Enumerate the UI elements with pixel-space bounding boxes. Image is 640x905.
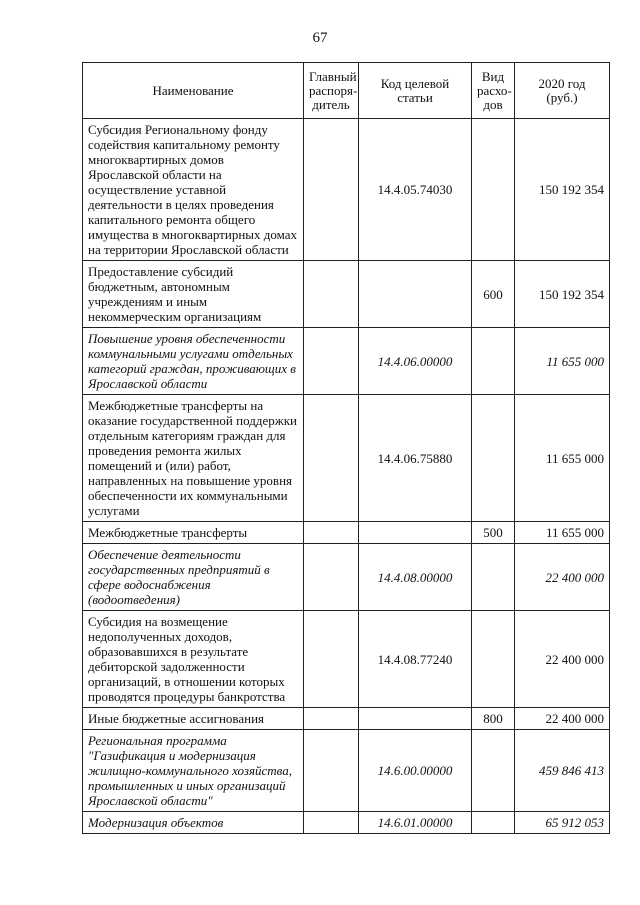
row-code-cell: 14.4.08.77240 bbox=[359, 611, 472, 708]
row-code-cell: 14.4.05.74030 bbox=[359, 119, 472, 261]
page-number: 67 bbox=[312, 30, 328, 46]
table-row bbox=[83, 261, 610, 328]
header-name: Наименование bbox=[83, 63, 304, 119]
row-code-cell: 14.4.08.00000 bbox=[359, 544, 472, 611]
row-amount-cell: 22 400 000 bbox=[515, 611, 610, 708]
row-admin-cell bbox=[304, 328, 359, 395]
row-type-cell bbox=[472, 812, 515, 834]
row-type-cell bbox=[472, 395, 515, 522]
row-type-cell bbox=[472, 611, 515, 708]
row-admin-cell bbox=[304, 119, 359, 261]
row-amount-cell: 459 846 413 bbox=[515, 730, 610, 812]
row-amount-cell: 150 192 354 bbox=[515, 119, 610, 261]
table-row bbox=[83, 522, 610, 544]
row-name-cell: Иные бюджетные ассигнования bbox=[83, 708, 304, 730]
row-type-cell bbox=[472, 730, 515, 812]
row-amount-cell: 65 912 053 bbox=[515, 812, 610, 834]
table-row bbox=[83, 730, 610, 812]
header-type: Вид расхо- дов bbox=[472, 63, 515, 119]
row-name-cell: Региональная программа "Газификация и модернизация жилищно-коммунального хозяйства, промышленных и иных организаций Ярославской области" bbox=[83, 730, 304, 812]
table-row bbox=[83, 611, 610, 708]
row-admin-cell bbox=[304, 544, 359, 611]
row-type-cell: 600 bbox=[472, 261, 515, 328]
table-row bbox=[83, 119, 610, 261]
table-row bbox=[83, 708, 610, 730]
row-code-cell: 14.6.01.00000 bbox=[359, 812, 472, 834]
row-type-cell: 800 bbox=[472, 708, 515, 730]
row-admin-cell bbox=[304, 261, 359, 328]
row-code-cell: 14.6.00.00000 bbox=[359, 730, 472, 812]
row-admin-cell bbox=[304, 730, 359, 812]
table-header-row bbox=[83, 63, 610, 119]
row-name-cell: Субсидия на возмещение недополученных доходов, образовавшихся в результате дебиторской задолженности организаций, в отношении которых проводятся процедуры банкротства bbox=[83, 611, 304, 708]
row-admin-cell bbox=[304, 708, 359, 730]
row-code-cell bbox=[359, 708, 472, 730]
table-row bbox=[83, 544, 610, 611]
row-name-cell: Модернизация объектов bbox=[83, 812, 304, 834]
row-name-cell: Межбюджетные трансферты bbox=[83, 522, 304, 544]
row-amount-cell: 11 655 000 bbox=[515, 395, 610, 522]
header-amount: 2020 год (руб.) bbox=[515, 63, 610, 119]
row-code-cell bbox=[359, 522, 472, 544]
row-name-cell: Обеспечение деятельности государственных предприятий в сфере водоснабжения (водоотведения) bbox=[83, 544, 304, 611]
row-type-cell bbox=[472, 328, 515, 395]
row-code-cell: 14.4.06.00000 bbox=[359, 328, 472, 395]
row-amount-cell: 11 655 000 bbox=[515, 522, 610, 544]
row-admin-cell bbox=[304, 522, 359, 544]
row-amount-cell: 22 400 000 bbox=[515, 544, 610, 611]
table-row bbox=[83, 328, 610, 395]
budget-table bbox=[82, 62, 610, 834]
row-admin-cell bbox=[304, 812, 359, 834]
row-type-cell bbox=[472, 544, 515, 611]
table-row bbox=[83, 812, 610, 834]
row-code-cell bbox=[359, 261, 472, 328]
row-amount-cell: 11 655 000 bbox=[515, 328, 610, 395]
row-amount-cell: 150 192 354 bbox=[515, 261, 610, 328]
header-admin: Главный распоря- дитель bbox=[304, 63, 359, 119]
row-type-cell: 500 bbox=[472, 522, 515, 544]
row-amount-cell: 22 400 000 bbox=[515, 708, 610, 730]
row-name-cell: Повышение уровня обеспеченности коммунальными услугами отдельных категорий граждан, проживающих в Ярославской области bbox=[83, 328, 304, 395]
header-code: Код целевой статьи bbox=[359, 63, 472, 119]
row-type-cell bbox=[472, 119, 515, 261]
row-name-cell: Межбюджетные трансферты на оказание государственной поддержки отдельным категориям граждан для проведения ремонта жилых помещений и (или) работ, направленных на повышение уровня обеспеченности их коммунальными услугами bbox=[83, 395, 304, 522]
row-code-cell: 14.4.06.75880 bbox=[359, 395, 472, 522]
row-admin-cell bbox=[304, 395, 359, 522]
row-name-cell: Субсидия Региональному фонду содействия капитальному ремонту многоквартирных домов Ярославской области на осуществление уставной деятельности в целях проведения капитального ремонта общего имущества в многоквартирных домах на территории Ярославской области bbox=[83, 119, 304, 261]
row-admin-cell bbox=[304, 611, 359, 708]
row-name-cell: Предоставление субсидий бюджетным, автономным учреждениям и иным некоммерческим организациям bbox=[83, 261, 304, 328]
table-row bbox=[83, 395, 610, 522]
